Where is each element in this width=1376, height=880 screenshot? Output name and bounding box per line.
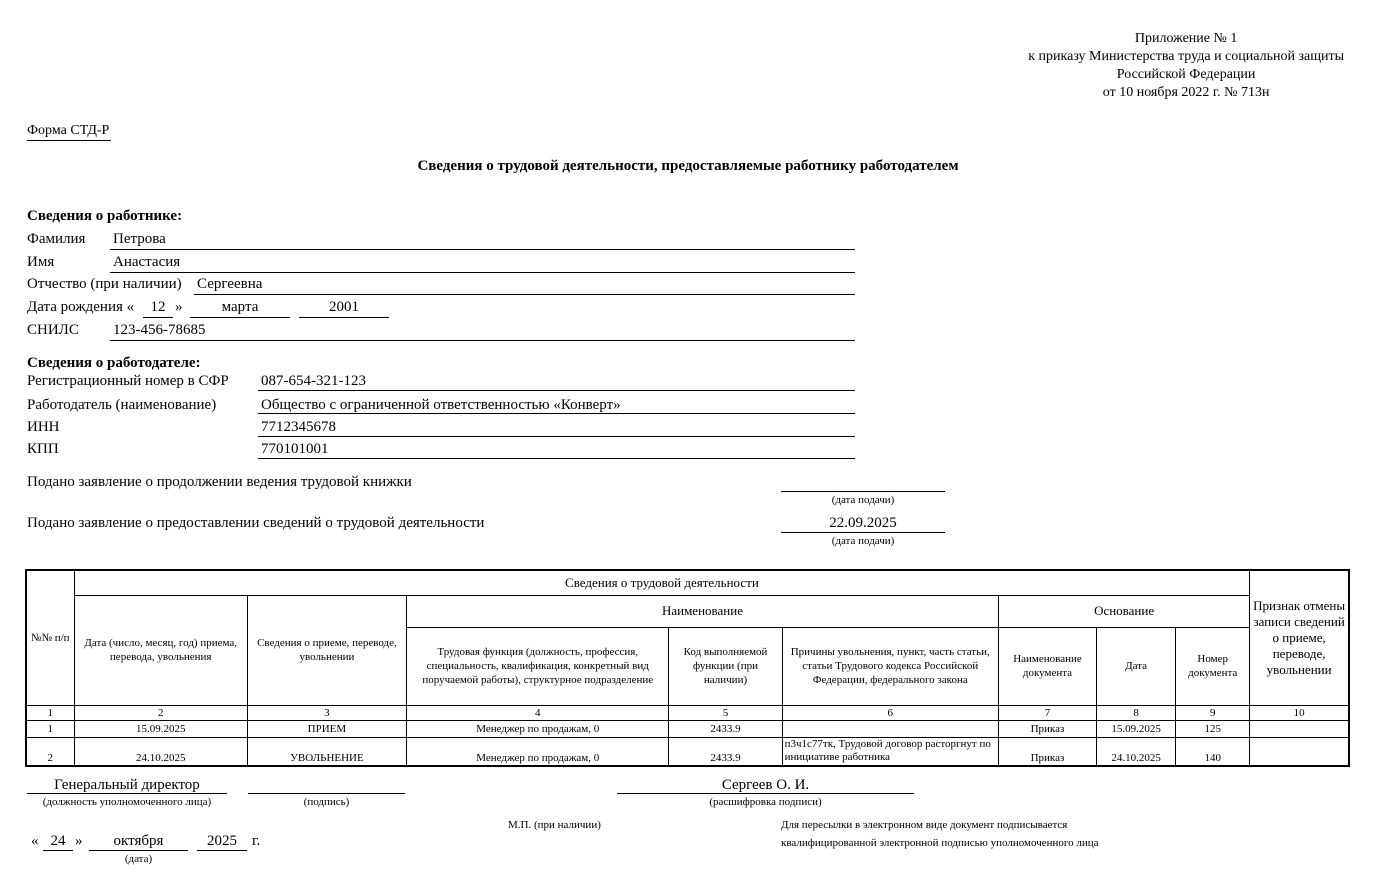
header-code: Код выполняемой функции (при наличии)	[669, 627, 782, 705]
col-number: 1	[26, 705, 74, 720]
info-statement-label: Подано заявление о предоставлении сведений о трудовой деятельности	[27, 515, 485, 531]
employee-heading: Сведения о работнике:	[27, 208, 183, 224]
row-event: ПРИЕМ	[247, 720, 406, 737]
name-line	[110, 272, 855, 273]
inn-value: 7712345678	[261, 419, 336, 435]
form-code: Форма СТД-Р	[27, 123, 111, 141]
book-date-caption: (дата подачи)	[831, 494, 895, 506]
surname-label: Фамилия	[27, 231, 86, 247]
patronymic-line	[194, 294, 855, 295]
reg-value: 087-654-321-123	[261, 373, 366, 389]
row-date: 15.09.2025	[74, 720, 247, 737]
header-num: №№ п/п	[26, 570, 74, 705]
row-docname: Приказ	[998, 737, 1096, 766]
col-number: 6	[782, 705, 998, 720]
row-date: 24.10.2025	[74, 737, 247, 766]
signer-name-line	[617, 793, 914, 794]
sign-month-line	[89, 850, 188, 851]
sign-date-caption: (дата)	[124, 853, 153, 865]
birth-day: 12	[150, 299, 166, 315]
row-docname: Приказ	[998, 720, 1096, 737]
surname-line	[110, 249, 855, 250]
patronymic-label: Отчество (при наличии)	[27, 276, 182, 292]
signer-name-caption: (расшифровка подписи)	[709, 796, 822, 808]
row-docnum: 125	[1176, 720, 1250, 737]
row-cancel	[1250, 737, 1349, 766]
header-basis-group: Основание	[998, 595, 1249, 627]
appendix-line-2: к приказу Министерства труда и социальной защиты	[1028, 49, 1344, 64]
kpp-label: КПП	[27, 441, 59, 457]
col-number: 10	[1250, 705, 1349, 720]
snils-line	[110, 340, 855, 341]
sign-day: 24	[50, 833, 66, 849]
date-quote-open: «	[31, 833, 39, 849]
birth-month: марта	[221, 299, 259, 315]
name-label: Имя	[27, 254, 55, 270]
row-reason: п3ч1с77тк, Трудовой договор расторгнут по инициативе работника	[782, 737, 998, 766]
col-number: 8	[1097, 705, 1176, 720]
birth-year: 2001	[329, 299, 359, 315]
birth-quote-close: »	[175, 299, 183, 315]
employer-name-label: Работодатель (наименование)	[27, 397, 217, 413]
col-number: 2	[74, 705, 247, 720]
row-num: 2	[26, 737, 74, 766]
row-reason	[782, 720, 998, 737]
table-row	[26, 720, 1349, 737]
info-statement-date: 22.09.2025	[829, 515, 897, 531]
book-statement-label: Подано заявление о продолжении ведения трудовой книжки	[27, 474, 412, 490]
reg-line	[258, 390, 855, 391]
header-date: Дата (число, месяц, год) приема, перевода, увольнения	[74, 595, 247, 705]
snils-value: 123-456-78685	[113, 322, 206, 338]
kpp-value: 770101001	[261, 441, 329, 457]
birth-year-line	[299, 317, 389, 318]
sign-day-line	[43, 850, 73, 851]
row-docdate: 24.10.2025	[1097, 737, 1176, 766]
document-title: Сведения о трудовой деятельности, предоставляемые работнику работодателем	[417, 158, 959, 174]
signature-caption: (подпись)	[303, 796, 350, 808]
row-function: Менеджер по продажам, 0	[407, 737, 669, 766]
header-name-group: Наименование	[407, 595, 999, 627]
signer-position: Генеральный директор	[54, 777, 200, 793]
birth-day-line	[143, 317, 173, 318]
inn-line	[258, 436, 855, 437]
header-docnum: Номер документа	[1176, 627, 1250, 705]
header-docdate: Дата	[1097, 627, 1176, 705]
sign-year-line	[197, 850, 247, 851]
row-docnum: 140	[1176, 737, 1250, 766]
col-number: 3	[247, 705, 406, 720]
info-date-caption: (дата подачи)	[831, 535, 895, 547]
employer-heading: Сведения о работодателе:	[27, 355, 201, 371]
header-reason: Причины увольнения, пункт, часть статьи, статьи Трудового кодекса Российской Федерации, федерального закона	[782, 627, 998, 705]
reg-label: Регистрационный номер в СФР	[27, 373, 229, 389]
year-suffix: г.	[252, 833, 261, 849]
employer-name-line	[258, 413, 855, 414]
row-code: 2433.9	[669, 720, 782, 737]
birth-month-line	[190, 317, 290, 318]
date-quote-close: »	[75, 833, 83, 849]
row-docdate: 15.09.2025	[1097, 720, 1176, 737]
appendix-line-1: Приложение № 1	[1134, 31, 1238, 46]
kpp-line	[258, 458, 855, 459]
signer-name: Сергеев О. И.	[721, 777, 810, 793]
row-code: 2433.9	[669, 737, 782, 766]
book-statement-line	[781, 491, 945, 492]
position-caption: (должность уполномоченного лица)	[42, 796, 212, 808]
col-number: 9	[1176, 705, 1250, 720]
col-number: 4	[407, 705, 669, 720]
row-num: 1	[26, 720, 74, 737]
appendix-line-3: Российской Федерации	[1116, 67, 1256, 82]
row-cancel	[1250, 720, 1349, 737]
header-docname: Наименование документа	[998, 627, 1096, 705]
e-sign-note-2: квалифицированной электронной подписью уполномоченного лица	[781, 837, 1099, 849]
e-sign-note-1: Для пересылки в электронном виде документ подписывается	[781, 819, 1068, 831]
col-number: 5	[669, 705, 782, 720]
sign-month: октября	[113, 833, 164, 849]
appendix-block	[1028, 30, 1344, 102]
info-statement-line	[781, 532, 945, 533]
header-cancel: Признак отмены записи сведений о приеме, переводе, увольнении	[1250, 570, 1349, 705]
sign-year: 2025	[207, 833, 237, 849]
patronymic-value: Сергеевна	[197, 276, 263, 292]
row-event: УВОЛЬНЕНИЕ	[247, 737, 406, 766]
snils-label: СНИЛС	[27, 322, 79, 338]
row-function: Менеджер по продажам, 0	[407, 720, 669, 737]
surname-value: Петрова	[113, 231, 166, 247]
header-info: Сведения о приеме, переводе, увольнении	[247, 595, 406, 705]
signature-line	[248, 793, 405, 794]
signer-position-line	[27, 793, 227, 794]
col-number: 7	[998, 705, 1096, 720]
table-row	[26, 737, 1349, 766]
inn-label: ИНН	[27, 419, 60, 435]
stamp-note: М.П. (при наличии)	[508, 819, 601, 831]
appendix-line-4: от 10 ноября 2022 г. № 713н	[1102, 85, 1270, 100]
header-function: Трудовая функция (должность, профессия, специальность, квалификация, конкретный вид поручаемой работы), структурное подразделение	[407, 627, 669, 705]
employer-name-value: Общество с ограниченной ответственностью «Конверт»	[261, 397, 621, 413]
name-value: Анастасия	[113, 254, 181, 270]
labor-activity-table	[25, 569, 1350, 767]
header-main-group: Сведения о трудовой деятельности	[74, 570, 1250, 595]
birth-label: Дата рождения «	[27, 299, 135, 315]
